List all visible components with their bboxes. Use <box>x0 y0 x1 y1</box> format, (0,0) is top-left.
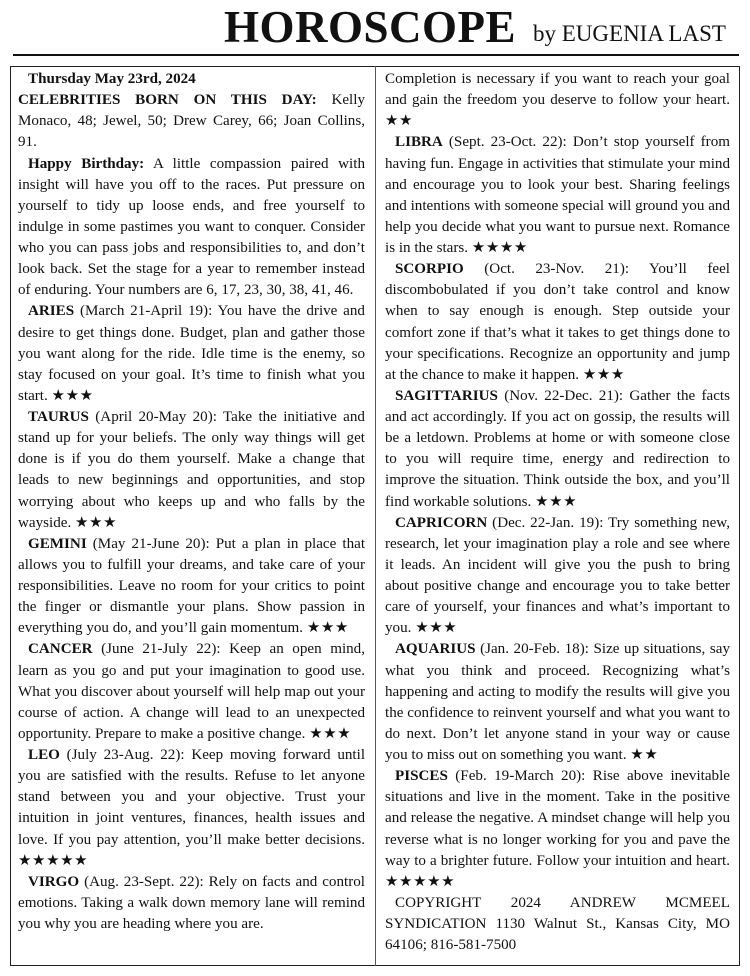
sign-name: ARIES <box>28 303 75 320</box>
sign-taurus <box>18 407 365 534</box>
star-rating: ★★★★ <box>471 240 528 256</box>
star-rating: ★★★ <box>51 387 94 404</box>
sign-dates: (April 20-May 20): <box>95 409 217 425</box>
sign-virgo <box>18 872 365 935</box>
sign-name: PISCES <box>395 768 448 785</box>
birthday-label: Happy Birthday: <box>28 155 145 172</box>
sign-aries <box>18 301 365 407</box>
masthead <box>0 0 750 56</box>
sign-text: Keep moving forward until you are satisfied with the results. Refuse to let anyone stand between you and your objective. Trust your intuition in joint ventures, finances, health issues and love. If you pay attention, you’ll make better decisions. <box>18 747 366 848</box>
star-rating: ★★★★★ <box>385 873 456 890</box>
sign-gemini <box>18 534 365 640</box>
sign-name: VIRGO <box>28 873 80 890</box>
sign-text: Size up situations, say what you think and proceed. Recognizing what’s happening and acting to modify the results will give you the confidence to reinvent yourself and what you want to do next. Don’t let anyone stand in your way or cause you to miss out on something you want. <box>385 641 731 763</box>
sign-virgo-continued <box>385 69 730 132</box>
star-rating: ★★★ <box>415 620 458 637</box>
sign-dates: (Feb. 19-March 20): <box>455 768 586 785</box>
sign-text: You’ll feel discombobulated if you don’t take control and know when to say enough is enough. Step outside your comfort zone if that’s what it takes to get things done to your specifications. Recognize an opportunity and jump at the chance to make it happen. <box>385 261 730 383</box>
date-line: Thursday May 23rd, 2024 <box>28 71 196 87</box>
sign-dates: (Oct. 23-Nov. 21): <box>484 261 630 278</box>
copyright-notice: COPYRIGHT 2024 ANDREW MCMEEL SYNDICATION 1130 Walnut St., Kansas City, MO 64106; 816-581-7500 <box>385 894 730 954</box>
sign-text: Take the initiative and stand up for your beliefs. The only way things will get done is if you do them yourself. Make a change that leads to new beginnings and opportunities, and stop worrying about who keeps up and who falls by the wayside. <box>18 409 365 531</box>
sign-name: CANCER <box>28 641 93 658</box>
sign-text: Rise above inevitable situations and live in the moment. Take in the positive and release the negative. A mindset change will help you reverse what is no longer working for you and pave the way to a brighter future. Follow your intuition and heart. <box>385 768 731 869</box>
sign-dates: (Nov. 22-Dec. 21): <box>504 387 624 404</box>
sign-name: LEO <box>28 747 60 763</box>
celebrities-label: CELEBRITIES BORN ON THIS DAY: <box>18 92 317 109</box>
star-rating: ★★★ <box>535 493 578 510</box>
column-divider <box>375 66 376 966</box>
sign-dates: (June 21-July 22): <box>101 641 221 658</box>
star-rating: ★★★★★ <box>18 852 89 869</box>
sign-libra <box>385 132 730 259</box>
sign-scorpio <box>385 259 730 386</box>
sign-pisces <box>385 766 730 893</box>
sign-capricorn <box>385 513 730 640</box>
sign-text: Gather the facts and act accordingly. If you act on gossip, the results will be a letdown. Problems at home or with someone close to you will require time, energy and redirection to improve the situation. Think outside the box, and you’ll find workable solutions. <box>385 387 730 510</box>
sign-dates: (Jan. 20-Feb. 18): <box>480 641 589 658</box>
right-column <box>385 69 730 956</box>
sign-name: TAURUS <box>28 409 89 425</box>
celebrities-text: Kelly Monaco, 48; Jewel, 50; Drew Carey, 66; Joan Collins, 91. <box>18 92 365 151</box>
star-rating: ★★ <box>385 113 414 130</box>
sign-dates: (Sept. 23-Oct. 22): <box>448 134 567 151</box>
sign-name: GEMINI <box>28 535 87 552</box>
page-title: HOROSCOPE <box>224 2 517 52</box>
birthday-paragraph <box>18 154 365 302</box>
sign-text: Completion is necessary if you want to reach your goal and gain the freedom you deserve to follow your heart. <box>385 71 730 109</box>
sign-text: You have the drive and desire to get things done. Budget, plan and gather those you want along for the ride. Idle time is the enemy, so stay focused on your goal. It’s time to finish what you start. <box>18 303 365 404</box>
star-rating: ★★★ <box>306 620 349 637</box>
sign-name: LIBRA <box>395 134 443 151</box>
sign-cancer <box>18 639 365 745</box>
left-column <box>18 69 365 935</box>
sign-sagittarius <box>385 386 730 513</box>
sign-text: Rely on facts and control emotions. Taking a walk down memory lane will remind you why you are heading where you are. <box>18 873 365 932</box>
sign-text: Don’t stop yourself from having fun. Engage in activities that stimulate your mind and encourage you to look your best. Sharing feelings and intentions with someone special will ground you and help you decide what you want to pursue next. Romance is in the stars. <box>385 134 730 256</box>
sign-name: SAGITTARIUS <box>395 387 498 404</box>
sign-aquarius <box>385 639 730 766</box>
sign-name: AQUARIUS <box>395 641 476 658</box>
sign-text: Keep an open mind, learn as you go and put your imagination to good use. What you discover about yourself will help map out your course of action. A change will lead to an unexpected opportunity. Prepare to make a positive change. <box>18 641 365 742</box>
sign-text: Put a plan in place that allows you to fulfill your dreams, and take care of your responsibilities. Leave no room for your critics to point the finger or dismantle your plans. Show passion in everything you do, and you’ll gain momentum. <box>18 535 366 637</box>
celebrities-paragraph <box>18 90 365 153</box>
sign-text: Try something new, research, let your imagination play a role and see where it leads. An incident will give you the push to bring about positive change and encourage you to take better care of yourself, your finances and what’s important to you. <box>385 514 730 637</box>
sign-dates: (Dec. 22-Jan. 19): <box>492 514 604 531</box>
sign-dates: (Aug. 23-Sept. 22): <box>84 873 204 890</box>
sign-dates: (July 23-Aug. 22): <box>66 747 185 763</box>
birthday-text: A little compassion paired with insight will have you off to the races. Put pressure on yourself to tidy up loose ends, and free yourself to indulge in some pastimes you want to conquer. Consider who you can pass jobs and responsibilities to, and don’t look back. Set the stage for a year to remember instead of enduring. Your numbers are 6, 17, 23, 30, 38, 41, 46. <box>18 155 365 299</box>
byline: by EUGENIA LAST <box>533 21 726 46</box>
sign-leo <box>18 745 365 872</box>
sign-dates: (March 21-April 19): <box>79 303 213 320</box>
star-rating: ★★ <box>630 747 659 763</box>
sign-dates: (May 21-June 20): <box>92 535 210 552</box>
sign-name: SCORPIO <box>395 261 464 278</box>
star-rating: ★★★ <box>582 366 625 383</box>
star-rating: ★★★ <box>75 514 118 531</box>
star-rating: ★★★ <box>309 725 352 742</box>
sign-name: CAPRICORN <box>395 514 488 531</box>
title-rule <box>13 54 739 56</box>
